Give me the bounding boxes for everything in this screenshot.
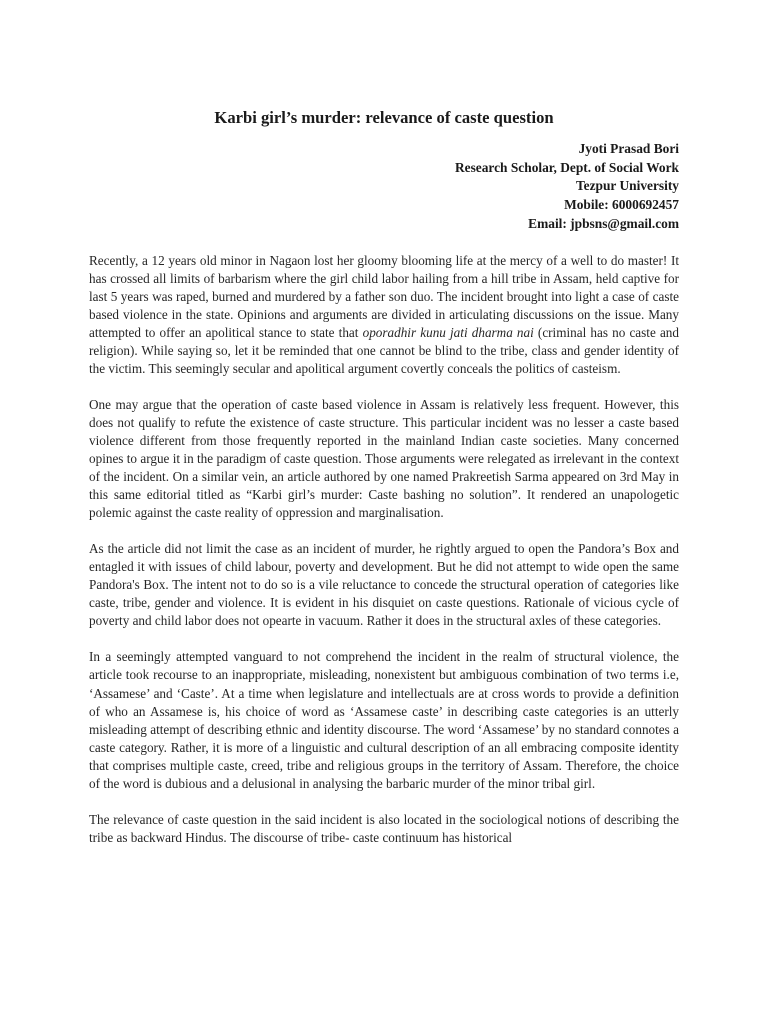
article-title: Karbi girl’s murder: relevance of caste question: [214, 108, 554, 127]
author-email: Email: jpbsns@gmail.com: [528, 215, 679, 231]
paragraph-1: [89, 252, 679, 378]
author-name: Jyoti Prasad Bori: [578, 141, 679, 156]
author-position: Research Scholar, Dept. of Social Work: [454, 159, 679, 175]
paragraph-1-italic-phrase: oporadhir kunu jati dharma nai: [362, 324, 534, 340]
paragraph-4: In a seemingly attempted vanguard to not comprehend the incident in the realm of structural violence, the article took recourse to an inappropriate, misleading, nonexistent but ambiguous combination of two terms i.e, ‘Assamese’ and ‘Caste’. At a time when legislature and intellectuals are at cross words to provide a definition of who an Assamese is, his choice of word as ‘Assamese caste’ in describing caste categories is an utterly misleading attempt of describing ethnic and identity discourse. The word ‘Assamese’ by no standard connotes a caste category. Rather, it is more of a linguistic and cultural description of an all embracing composite identity that comprises multiple caste, creed, tribe and religious groups in the territory of Assam. Therefore, the choice of the word is dubious and a delusional in analysing the barbaric murder of the minor tribal girl.: [89, 649, 679, 791]
author-university: Tezpur University: [575, 178, 679, 194]
author-block: [89, 140, 679, 234]
paragraph-5: The relevance of caste question in the said incident is also located in the sociological notions of describing the tribe as backward Hindus. The discourse of tribe- caste continuum has historical: [89, 811, 679, 845]
author-mobile: Mobile: 6000692457: [564, 197, 679, 213]
paragraph-3: As the article did not limit the case as an incident of murder, he rightly argued to open the Pandora’s Box and entagled it with issues of child labour, poverty and development. But he did not attempt to wide open the same Pandora's Box. The intent not to do so is a vile reluctance to concede the structural operation of categories like caste, tribe, gender and violence. It is evident in his disquiet on caste questions. Rationale of vicious cycle of poverty and child labor does not opearte in vacuum. Rather it does in the structural axles of these categories.: [89, 541, 679, 629]
paragraph-1-text-start: Recently, a 12 years old minor in Nagaon lost her gloomy blooming life at the mercy of a well to do master! It has crossed all limits of barbarism where the girl child labor hailing from a hill tribe in Assam, held captive for last 5 years was raped, burned and murdered by a father son duo. The incident brought into light a case of caste based violence in the state. Opinions and arguments are divided in articulating discussions on the issue. Many attempted to offer an apolitical stance to state that: [89, 252, 679, 340]
paragraph-2: One may argue that the operation of caste based violence in Assam is relatively less frequent. However, this does not qualify to refute the existence of caste structure. This particular incident was no lesser a caste based violence different from those frequently reported in the mainland Indian caste societies. Many concerned opines to argue it in the paradigm of caste question. Those arguments were relegated as irrelevant in the context of the incident. On a similar vein, an article authored by one named Prakreetish Sarma appeared on 3rd May in this same editorial titled as “Karbi girl’s murder: Caste bashing no solution”. It rendered an unapologetic polemic against the caste reality of oppression and marginalisation.: [89, 396, 679, 521]
paragraph-1-text-end: (criminal has no caste and religion). While saying so, let it be reminded that one cannot be blind to the tribe, class and gender identity of the victim. This seemingly secular and apolitical argument covertly conceals the politics of casteism.: [89, 324, 679, 376]
